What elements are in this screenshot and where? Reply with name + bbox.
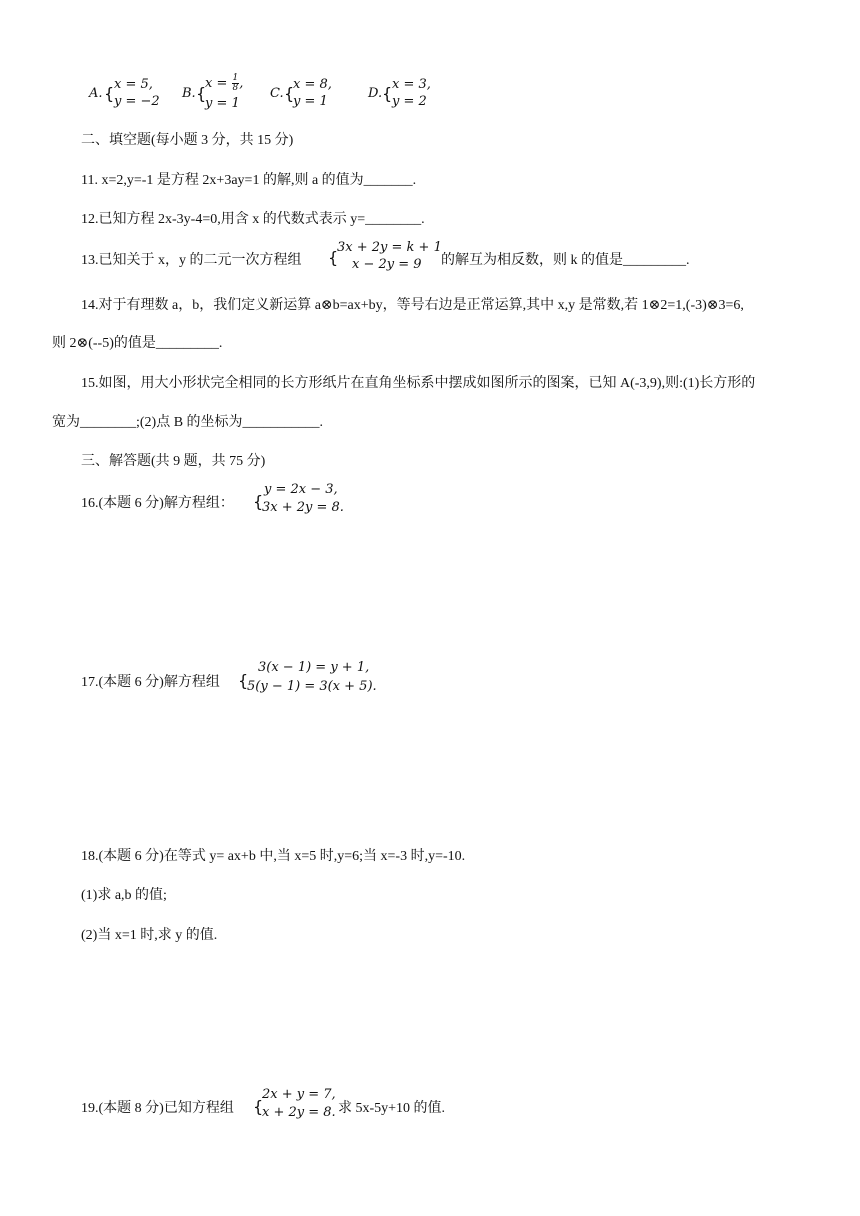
brace-icon: { (238, 671, 249, 690)
brace-icon: { (328, 248, 339, 267)
brace-icon: { (253, 1097, 264, 1116)
system-eq2: 5(y − 1) = 3(x + 5). (247, 679, 377, 694)
system-eq2: x + 2y = 8. (262, 1105, 336, 1120)
system-eq1: 3x + 2y = k + 1 (337, 240, 442, 255)
brace-icon: { (382, 84, 393, 103)
question-text: 16.(本题 6 分)解方程组： (81, 496, 234, 511)
question-text: 18.(本题 6 分)在等式 y= ax+b 中,当 x=5 时,y=6;当 x=-3 时,y=-10. (81, 849, 466, 864)
option-letter: A. (89, 86, 103, 101)
sub-question: (1)求 a,b 的值; (81, 888, 167, 903)
brace-icon: { (284, 84, 295, 103)
option-letter: C. (270, 86, 284, 101)
question-text: 13.已知关于 x，y 的二元一次方程组 (81, 253, 302, 268)
option-eq2: y = 2 (392, 94, 427, 109)
brace-icon: { (196, 84, 207, 103)
option-eq1: x = 3, (392, 77, 431, 92)
section-heading: 二、填空题(每小题 3 分，共 15 分) (81, 133, 294, 148)
system-eq1: y = 2x − 3, (264, 482, 338, 497)
sub-question: (2)当 x=1 时,求 y 的值. (81, 928, 218, 943)
system-eq2: 3x + 2y = 8. (262, 500, 344, 515)
system-eq1: 3(x − 1) = y + 1, (258, 660, 370, 675)
question-12: 12.已知方程 2x-3y-4=0,用含 x 的代数式表示 y=________. (81, 212, 425, 227)
section-heading: 三、解答题(共 9 题，共 75 分) (81, 454, 266, 469)
question-text: 宽为________;(2)点 B 的坐标为___________. (52, 415, 324, 430)
question-text: 17.(本题 6 分)解方程组 (81, 675, 220, 690)
question-text: 15.如图，用大小形状完全相同的长方形纸片在直角坐标系中摆成如图所示的图案，已知 A(-3,9),则:(1)长方形的 (81, 376, 756, 391)
option-letter: D. (368, 86, 383, 101)
system-eq2: x − 2y = 9 (352, 257, 422, 272)
brace-icon: { (104, 84, 115, 103)
question-text: 的解互为相反数，则 k 的值是_________. (441, 253, 690, 268)
question-text: 则 2⊗(--5)的值是_________. (52, 336, 223, 351)
question-text: 求 5x-5y+10 的值. (338, 1101, 446, 1116)
option-letter: B. (182, 86, 196, 101)
option-eq1: x = 5, (114, 77, 153, 92)
brace-icon: { (253, 492, 264, 511)
question-11: 11. x=2,y=-1 是方程 2x+3ay=1 的解,则 a 的值为_______. (81, 173, 417, 188)
option-eq1: x = 8, (293, 77, 332, 92)
system-eq1: 2x + y = 7, (262, 1087, 336, 1102)
option-eq2: y = 1 (205, 96, 240, 111)
option-eq2: y = −2 (114, 94, 160, 109)
question-text: 19.(本题 8 分)已知方程组 (81, 1101, 234, 1116)
option-eq1: x = $\frac{1}{8}$ , (205, 73, 244, 93)
option-eq2: y = 1 (293, 94, 328, 109)
question-text: 14.对于有理数 a，b，我们定义新运算 a⊗b=ax+by，等号右边是正常运算,其中 x,y 是常数,若 1⊗2=1,(-3)⊗3=6, (81, 298, 744, 313)
